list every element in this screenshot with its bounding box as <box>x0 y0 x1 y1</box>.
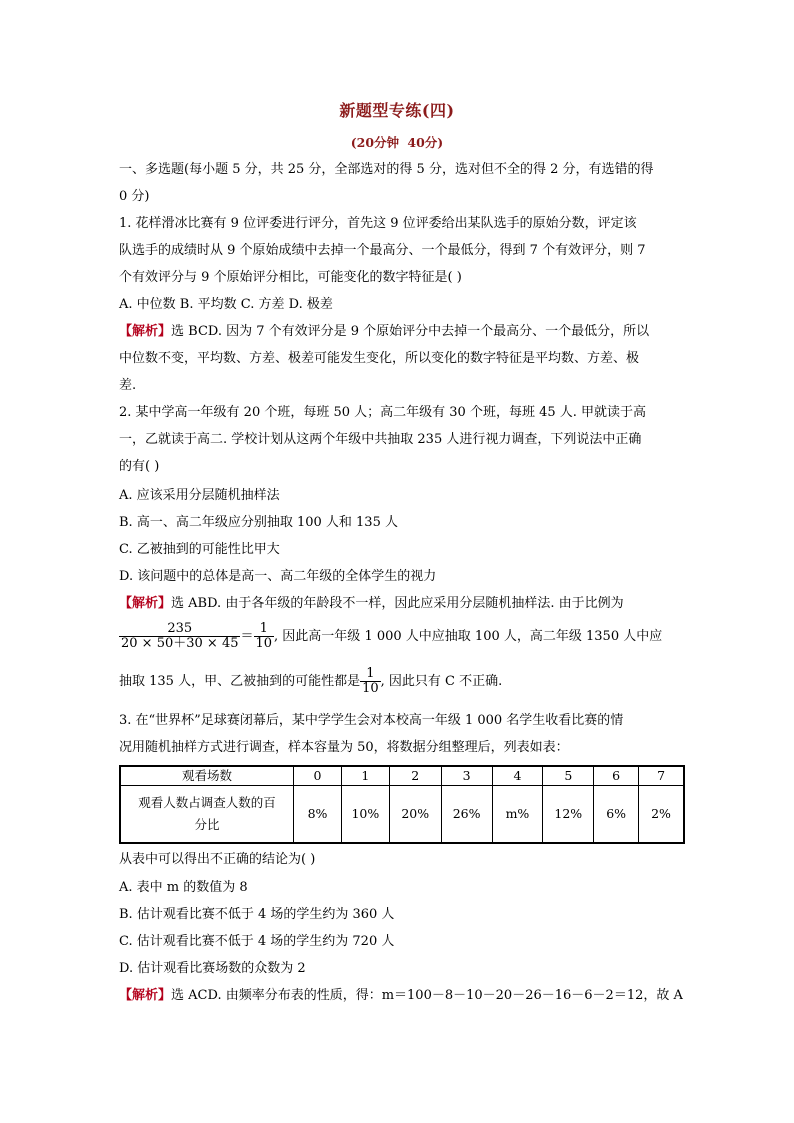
table-cell: 6 <box>594 766 639 786</box>
q1-stem-line-1: 1. 花样滑冰比赛有 9 位评委进行评分，首先这 9 位评委给出某队选手的原始分数，评定该 <box>119 216 637 231</box>
fraction-235: $\frac{235}{20 \times 50+30 \times 45}$ <box>121 621 239 651</box>
analysis-label: 【解析】 <box>119 324 172 339</box>
q2-analysis-line-2: $\frac{235}{20 \times 50+30 \times 45}$ ＝ $\frac{1}{10}$ , 因此高一年级 1 000 人中应抽取 100 人，高二年级 1350 人中应 <box>121 621 663 651</box>
fraction-one-tenth-2: $\frac{1}{10}$ <box>362 666 379 696</box>
page-subtitle: (20分钟 40分) <box>350 135 444 150</box>
q1-analysis-line-3: 差. <box>119 378 137 393</box>
q1-analysis-line-2: 中位数不变，平均数、方差、极差可能发生变化，所以变化的数字特征是平均数、方差、极 <box>119 351 640 366</box>
viewing-count-table <box>119 765 685 844</box>
q3-option-b: B. 估计观看比赛不低于 4 场的学生约为 360 人 <box>119 907 395 922</box>
analysis-label: 【解析】 <box>119 596 172 611</box>
q3-stem-line-2: 况用随机抽样方式进行调查，样本容量为 50，将数据分组整理后，列表如表： <box>119 740 569 755</box>
section-intro-line-1: 一、多选题(每小题 5 分，共 25 分，全部选对的得 5 分，选对但不全的得 2 分，有选错的得 <box>119 162 654 177</box>
table-cell: 2 <box>389 766 441 786</box>
q2-analysis-line-1: 【解析】选 ABD. 由于各年级的年龄段不一样，因此应采用分层随机抽样法. 由于比例为 <box>119 596 624 611</box>
table-cell: 2% <box>639 786 684 844</box>
q3-question: 从表中可以得出不正确的结论为( ) <box>119 852 316 867</box>
q2-analysis-line-3: 抽取 135 人，甲、乙被抽到的可能性都是 $\frac{1}{10}$ , 因此只有 C 不正确. <box>119 666 503 696</box>
table-cell: 0 <box>294 766 342 786</box>
table-cell: 5 <box>543 766 594 786</box>
table-header-cell: 观看场数 <box>120 766 294 786</box>
q3-option-a: A. 表中 m 的数值为 8 <box>119 880 248 895</box>
table-row <box>120 786 684 844</box>
table-cell: 3 <box>441 766 492 786</box>
table-cell: 8% <box>294 786 342 844</box>
table-cell: 7 <box>639 766 684 786</box>
q3-option-d: D. 估计观看比赛场数的众数为 2 <box>119 961 306 976</box>
q2-option-c: C. 乙被抽到的可能性比甲大 <box>119 542 280 557</box>
table-cell: 26% <box>441 786 492 844</box>
q2-stem-line-1: 2. 某中学高一年级有 20 个班，每班 50 人；高二年级有 30 个班，每班 45 人. 甲就读于高 <box>119 405 647 420</box>
table-cell: 4 <box>492 766 543 786</box>
table-header-cell: 观看人数占调查人数的百 分比 <box>120 786 294 844</box>
q1-stem-line-3: 个有效评分与 9 个原始评分相比，可能变化的数字特征是( ) <box>119 270 462 285</box>
q2-stem-line-2: 一，乙就读于高二. 学校计划从这两个年级中共抽取 235 人进行视力调查，下列说法中正确 <box>119 432 642 447</box>
section-intro-line-2: 0 分) <box>119 189 150 204</box>
q2-option-a: A. 应该采用分层随机抽样法 <box>119 488 280 503</box>
table-cell: 12% <box>543 786 594 844</box>
table-cell: 6% <box>594 786 639 844</box>
table-row <box>120 766 684 786</box>
q3-stem-line-1: 3. 在“世界杯”足球赛闭幕后，某中学学生会对本校高一年级 1 000 名学生收看比赛的情 <box>119 713 624 728</box>
q1-analysis-line-1: 【解析】选 BCD. 因为 7 个有效评分是 9 个原始评分中去掉一个最高分、一个最低分，所以 <box>119 324 650 339</box>
analysis-label: 【解析】 <box>119 988 172 1003</box>
q1-options: A. 中位数 B. 平均数 C. 方差 D. 极差 <box>119 297 333 312</box>
table-cell: 1 <box>341 766 389 786</box>
q2-stem-line-3: 的有( ) <box>119 459 160 474</box>
q3-analysis-line-1: 【解析】选 ACD. 由频率分布表的性质，得：m＝100－8－10－20－26－16－6－2＝12，故 A <box>119 988 683 1003</box>
page-title: 新题型专练(四) <box>339 101 455 120</box>
table-cell: m% <box>492 786 543 844</box>
q3-option-c: C. 估计观看比赛不低于 4 场的学生约为 720 人 <box>119 934 395 949</box>
table-cell: 10% <box>341 786 389 844</box>
fraction-one-tenth: $\frac{1}{10}$ <box>255 621 273 651</box>
q1-stem-line-2: 队选手的成绩时从 9 个原始成绩中去掉一个最高分、一个最低分，得到 7 个有效评分，则 7 <box>119 243 646 258</box>
q2-option-b: B. 高一、高二年级应分别抽取 100 人和 135 人 <box>119 515 398 530</box>
table-cell: 20% <box>389 786 441 844</box>
q2-option-d: D. 该问题中的总体是高一、高二年级的全体学生的视力 <box>119 569 437 584</box>
